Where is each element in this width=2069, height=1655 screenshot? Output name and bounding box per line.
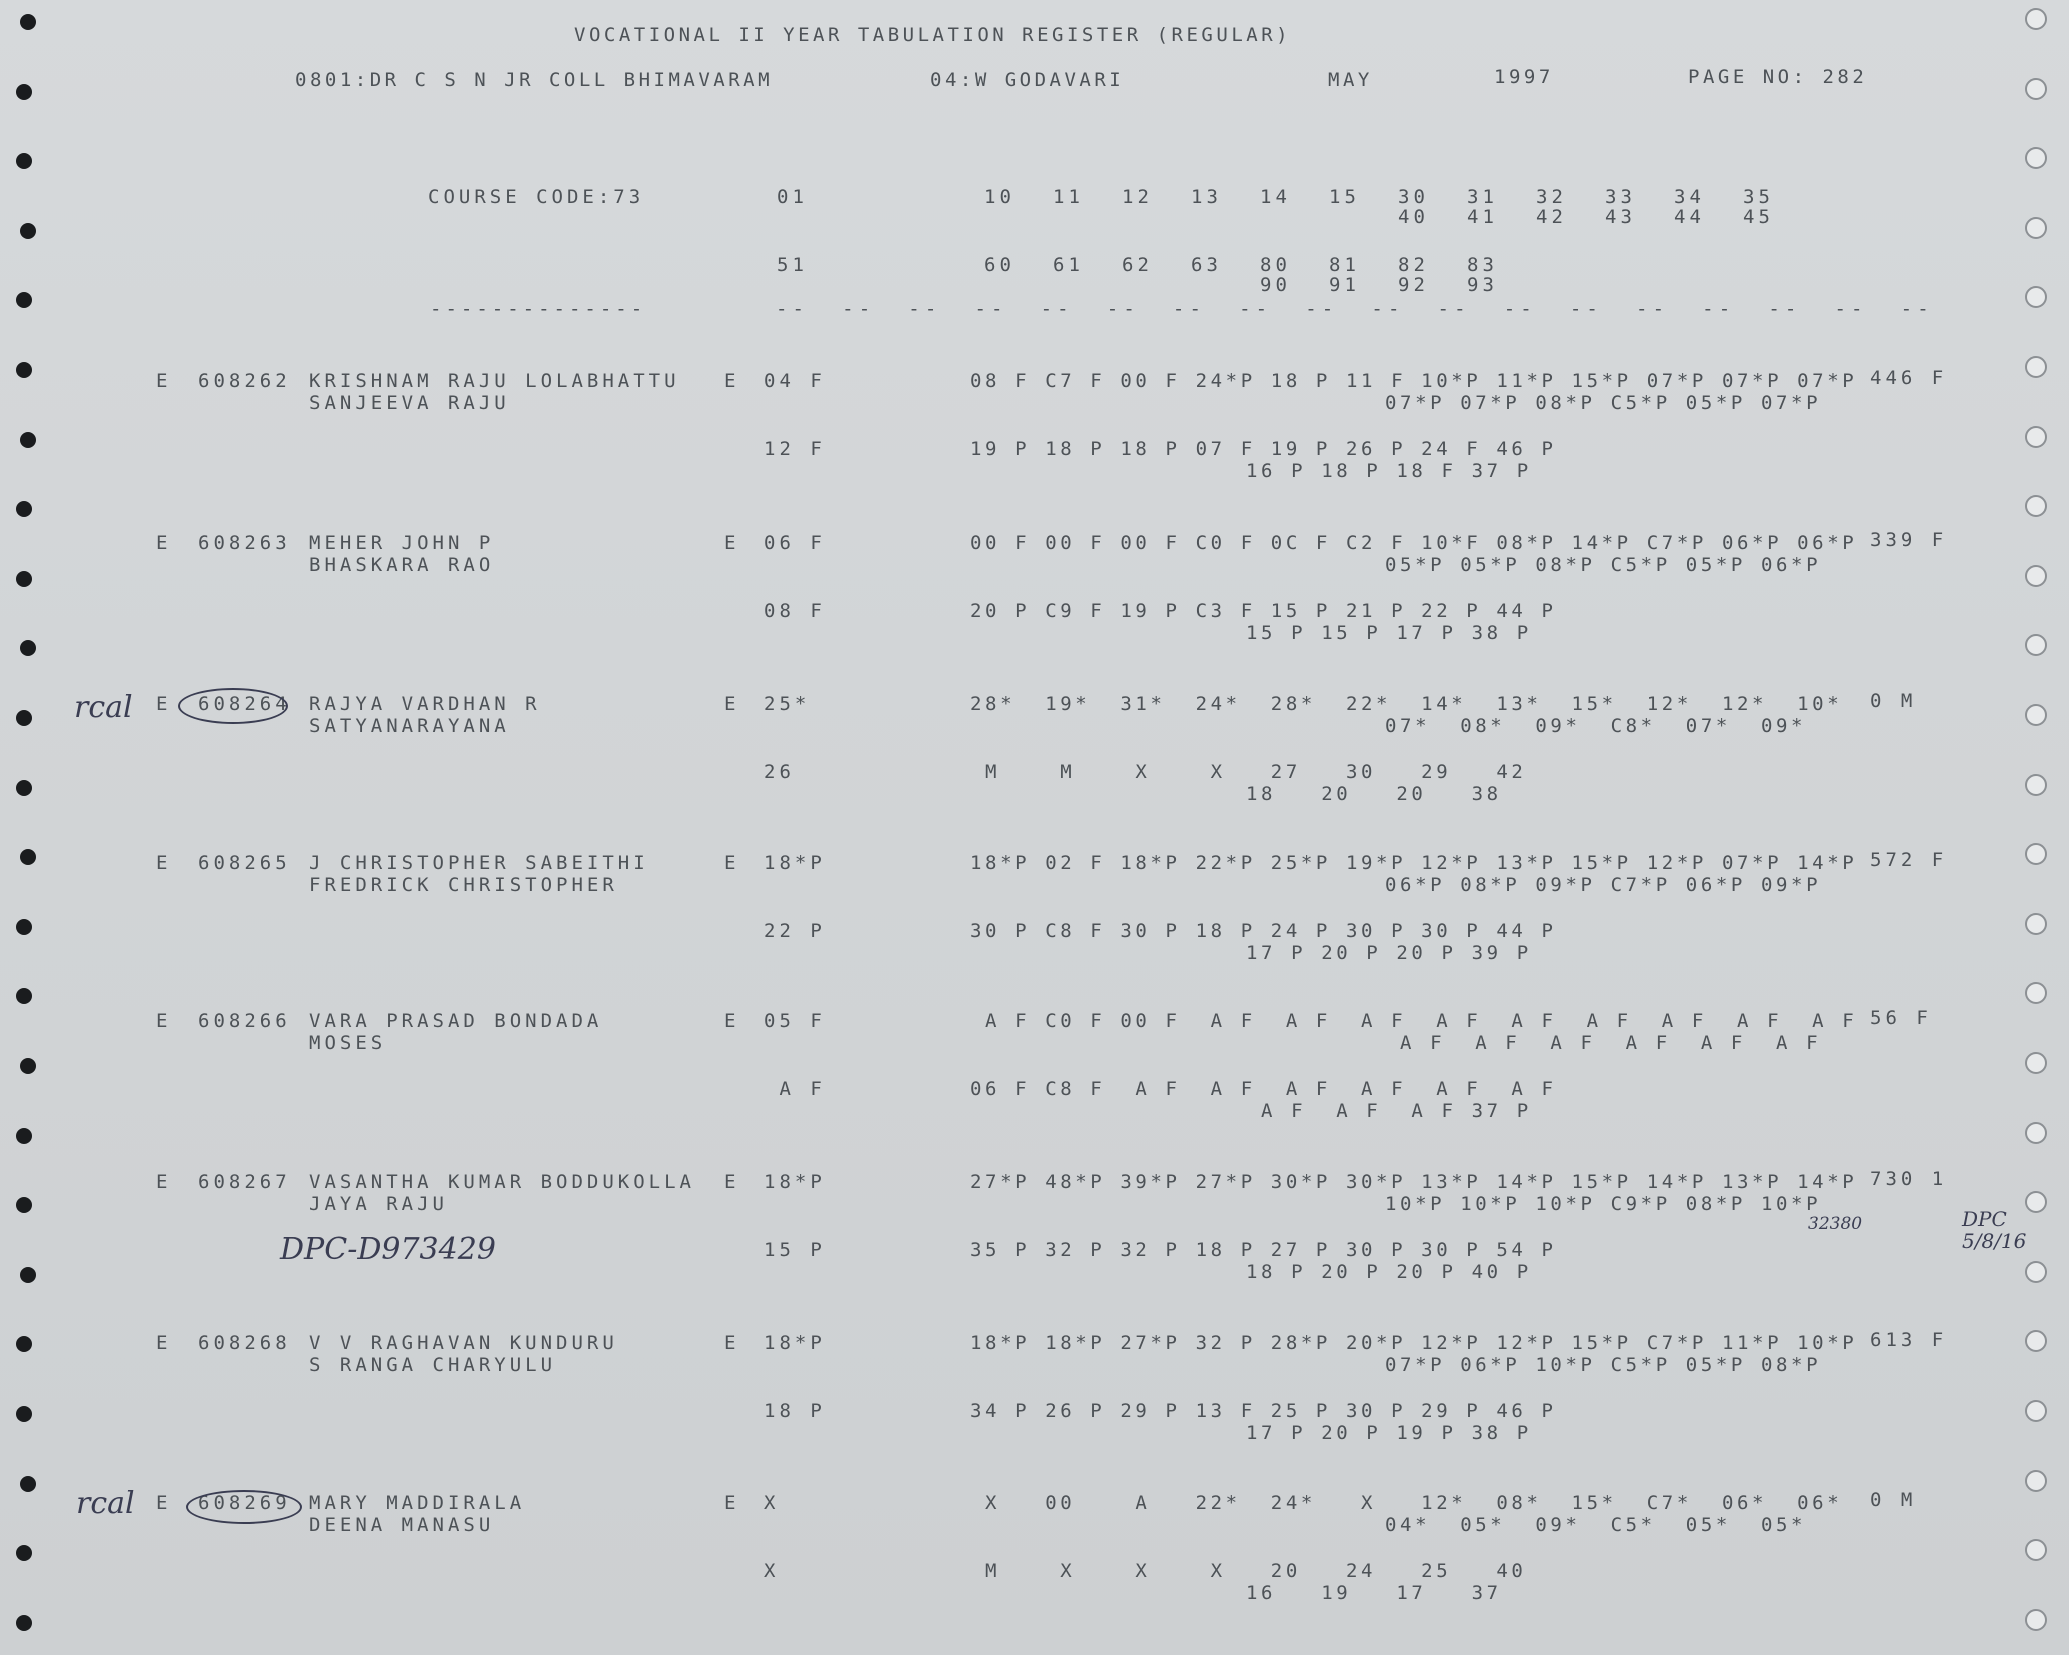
medium-code: E — [724, 1171, 740, 1193]
roll-circle-2 — [186, 1490, 302, 1524]
subject-code: 31 — [1467, 186, 1498, 208]
subject-code: 13 — [1191, 186, 1222, 208]
feed-hole — [2025, 217, 2047, 239]
marks-line-2: 20 P C9 F 19 P C3 F 15 P 21 P 22 P 44 P — [970, 600, 1557, 622]
record-category: E — [156, 1492, 172, 1514]
feed-hole — [20, 1476, 36, 1492]
feed-hole — [16, 780, 32, 796]
total-marks: 339 F — [1870, 529, 1948, 551]
right-tractor-strip — [1999, 0, 2069, 1655]
feed-hole — [2025, 8, 2047, 30]
feed-hole — [2025, 565, 2047, 587]
roll-circle-1 — [178, 688, 288, 724]
handwritten-signature: DPC 5/8/16 — [1962, 1207, 2027, 1253]
medium-code: E — [724, 693, 740, 715]
feed-hole — [2025, 1470, 2047, 1492]
marks-line-2b: 16 P 18 P 18 F 37 P — [1246, 460, 1532, 482]
subject-code: 81 — [1329, 254, 1360, 276]
feed-hole — [2025, 843, 2047, 865]
feed-hole — [16, 292, 32, 308]
mark-first-line-1: 18*P — [764, 1171, 826, 1193]
marks-line-2: M M X X 27 30 29 42 — [970, 761, 1527, 783]
record-category: E — [156, 1171, 172, 1193]
parent-name: SANJEEVA RAJU — [309, 392, 510, 414]
subject-code: 41 — [1467, 206, 1498, 228]
exam-year: 1997 — [1494, 66, 1554, 88]
subject-code: 82 — [1398, 254, 1429, 276]
student-name: RAJYA VARDHAN R — [309, 693, 541, 715]
mark-first-line-2: A F — [764, 1078, 826, 1100]
feed-hole — [20, 432, 36, 448]
subject-code: 43 — [1605, 206, 1636, 228]
subject-code: 12 — [1122, 186, 1153, 208]
record-category: E — [156, 1010, 172, 1032]
mark-first-line-2: 18 P — [764, 1400, 826, 1422]
feed-hole — [16, 571, 32, 587]
district-name: 04:W GODAVARI — [930, 69, 1125, 91]
medium-code: E — [724, 532, 740, 554]
roll-number: 608269 — [198, 1492, 291, 1514]
medium-code: E — [724, 1492, 740, 1514]
exam-month: MAY — [1328, 69, 1373, 91]
parent-name: BHASKARA RAO — [309, 554, 495, 576]
subject-code: 14 — [1260, 186, 1291, 208]
feed-hole — [2025, 495, 2047, 517]
feed-hole — [2025, 147, 2047, 169]
subject-code: 92 — [1398, 274, 1429, 296]
mark-first-line-1: 05 F — [764, 1010, 826, 1032]
marks-line-1b: 07*P 07*P 08*P C5*P 05*P 07*P — [1385, 392, 1822, 414]
subject-code: 01 — [777, 186, 808, 208]
feed-hole — [16, 988, 32, 1004]
subject-code: 91 — [1329, 274, 1360, 296]
student-name: J CHRISTOPHER SABEITHI — [309, 852, 649, 874]
feed-hole — [2025, 1261, 2047, 1283]
feed-hole — [20, 14, 36, 30]
subject-code: 42 — [1536, 206, 1567, 228]
student-name: KRISHNAM RAJU LOLABHATTU — [309, 370, 680, 392]
total-marks: 56 F — [1870, 1007, 1932, 1029]
dash-rule-label: -------------- — [430, 298, 647, 320]
feed-hole — [2025, 982, 2047, 1004]
feed-hole — [16, 501, 32, 517]
subject-code: 93 — [1467, 274, 1498, 296]
medium-code: E — [724, 370, 740, 392]
feed-hole — [2025, 286, 2047, 308]
feed-hole — [2025, 913, 2047, 935]
student-name: V V RAGHAVAN KUNDURU — [309, 1332, 618, 1354]
marks-line-1: 27*P 48*P 39*P 27*P 30*P 30*P 13*P 14*P 15*P 14*P 13*P 14*P — [970, 1171, 1858, 1193]
subject-code: 40 — [1398, 206, 1429, 228]
total-marks: 613 F — [1870, 1329, 1948, 1351]
marks-line-1: 18*P 18*P 27*P 32 P 28*P 20*P 12*P 12*P 15*P C7*P 11*P 10*P — [970, 1332, 1858, 1354]
parent-name: FREDRICK CHRISTOPHER — [309, 874, 618, 896]
parent-name: MOSES — [309, 1032, 387, 1054]
feed-hole — [16, 362, 32, 378]
feed-hole — [16, 1615, 32, 1631]
college-name: 0801:DR C S N JR COLL BHIMAVARAM — [295, 69, 774, 91]
dash-rule-columns: -- -- -- -- -- -- -- -- -- -- -- -- -- -- -- -- -- -- — [776, 298, 1934, 320]
feed-hole — [20, 223, 36, 239]
subject-code: 44 — [1674, 206, 1705, 228]
mark-first-line-2: 22 P — [764, 920, 826, 942]
medium-code: E — [724, 1010, 740, 1032]
marks-line-1b: 07*P 06*P 10*P C5*P 05*P 08*P — [1385, 1354, 1822, 1376]
subject-code: 83 — [1467, 254, 1498, 276]
roll-number: 608263 — [198, 532, 291, 554]
marks-line-1: X 00 A 22* 24* X 12* 08* 15* C7* 06* 06* — [970, 1492, 1843, 1514]
roll-number: 608264 — [198, 693, 291, 715]
feed-hole — [2025, 78, 2047, 100]
subject-code: 61 — [1053, 254, 1084, 276]
handwritten-dpc-number: DPC-D973429 — [280, 1232, 496, 1267]
mark-first-line-2: 26 — [764, 761, 795, 783]
subject-code: 15 — [1329, 186, 1360, 208]
record-category: E — [156, 532, 172, 554]
marks-line-1: 28* 19* 31* 24* 28* 22* 14* 13* 15* 12* 12* 10* — [970, 693, 1843, 715]
marks-line-2b: 18 20 20 38 — [1246, 783, 1502, 805]
mark-first-line-1: 18*P — [764, 1332, 826, 1354]
mark-first-line-1: 04 F — [764, 370, 826, 392]
subject-code: 45 — [1743, 206, 1774, 228]
feed-hole — [2025, 426, 2047, 448]
record-category: E — [156, 852, 172, 874]
mark-first-line-1: X — [764, 1492, 780, 1514]
marks-line-2b: 15 P 15 P 17 P 38 P — [1246, 622, 1532, 644]
subject-code: 90 — [1260, 274, 1291, 296]
subject-code: 11 — [1053, 186, 1084, 208]
mark-first-line-2: 15 P — [764, 1239, 826, 1261]
subject-code: 51 — [777, 254, 808, 276]
feed-hole — [16, 1336, 32, 1352]
marks-line-1: 08 F C7 F 00 F 24*P 18 P 11 F 10*P 11*P 15*P 07*P 07*P 07*P — [970, 370, 1858, 392]
marks-line-1: 18*P 02 F 18*P 22*P 25*P 19*P 12*P 13*P 15*P 12*P 07*P 14*P — [970, 852, 1858, 874]
total-marks: 572 F — [1870, 849, 1948, 871]
register-title: VOCATIONAL II YEAR TABULATION REGISTER (REGULAR) — [574, 24, 1292, 46]
feed-hole — [2025, 1539, 2047, 1561]
mark-first-line-2: 08 F — [764, 600, 826, 622]
feed-hole — [2025, 1052, 2047, 1074]
feed-hole — [16, 1197, 32, 1213]
left-tractor-strip — [0, 0, 60, 1655]
total-marks: 446 F — [1870, 367, 1948, 389]
subject-code: 32 — [1536, 186, 1567, 208]
marks-line-2b: A F A F A F 37 P — [1246, 1100, 1532, 1122]
subject-code: 10 — [984, 186, 1015, 208]
marks-line-2: 06 F C8 F A F A F A F A F A F A F — [970, 1078, 1557, 1100]
roll-number: 608265 — [198, 852, 291, 874]
roll-number: 608267 — [198, 1171, 291, 1193]
marks-line-1b: 05*P 05*P 08*P C5*P 05*P 06*P — [1385, 554, 1822, 576]
marks-line-1b: 07* 08* 09* C8* 07* 09* — [1385, 715, 1807, 737]
subject-code: 63 — [1191, 254, 1222, 276]
marks-line-1: 00 F 00 F 00 F C0 F 0C F C2 F 10*F 08*P 14*P C7*P 06*P 06*P — [970, 532, 1858, 554]
feed-hole — [20, 1267, 36, 1283]
student-name: VARA PRASAD BONDADA — [309, 1010, 603, 1032]
subject-code: 30 — [1398, 186, 1429, 208]
record-category: E — [156, 370, 172, 392]
marks-line-2b: 16 19 17 37 — [1246, 1582, 1502, 1604]
feed-hole — [16, 919, 32, 935]
feed-hole — [16, 710, 32, 726]
course-code: COURSE CODE:73 — [428, 186, 645, 208]
marks-line-2b: 17 P 20 P 19 P 38 P — [1246, 1422, 1532, 1444]
feed-hole — [2025, 356, 2047, 378]
subject-code: 80 — [1260, 254, 1291, 276]
student-name: VASANTHA KUMAR BODDUKOLLA — [309, 1171, 695, 1193]
feed-hole — [2025, 1122, 2047, 1144]
feed-hole — [2025, 1609, 2047, 1631]
mark-first-line-1: 25* — [764, 693, 811, 715]
marks-line-1b: 06*P 08*P 09*P C7*P 06*P 09*P — [1385, 874, 1822, 896]
marks-line-2: 19 P 18 P 18 P 07 F 19 P 26 P 24 F 46 P — [970, 438, 1557, 460]
feed-hole — [20, 849, 36, 865]
total-marks: 730 1 — [1870, 1168, 1948, 1190]
feed-hole — [2025, 1400, 2047, 1422]
marks-line-1b: A F A F A F A F A F A F — [1385, 1032, 1822, 1054]
feed-hole — [2025, 634, 2047, 656]
subject-code: 33 — [1605, 186, 1636, 208]
record-category: E — [156, 1332, 172, 1354]
marks-line-2b: 18 P 20 P 20 P 40 P — [1246, 1261, 1532, 1283]
medium-code: E — [724, 852, 740, 874]
handwritten-mark-1: rcal — [74, 690, 133, 725]
page-number: PAGE NO: 282 — [1688, 66, 1868, 88]
mark-first-line-1: 18*P — [764, 852, 826, 874]
feed-hole — [2025, 1330, 2047, 1352]
total-marks: 0 M — [1870, 1489, 1917, 1511]
feed-hole — [2025, 774, 2047, 796]
parent-name: JAYA RAJU — [309, 1193, 448, 1215]
feed-hole — [20, 640, 36, 656]
feed-hole — [16, 1545, 32, 1561]
feed-hole — [16, 153, 32, 169]
student-name: MARY MADDIRALA — [309, 1492, 526, 1514]
record-category: E — [156, 693, 172, 715]
subject-code: 62 — [1122, 254, 1153, 276]
total-marks: 0 M — [1870, 690, 1917, 712]
feed-hole — [16, 1406, 32, 1422]
mark-first-line-2: 12 F — [764, 438, 826, 460]
student-name: MEHER JOHN P — [309, 532, 495, 554]
marks-line-2: 34 P 26 P 29 P 13 F 25 P 30 P 29 P 46 P — [970, 1400, 1557, 1422]
marks-line-2b: 17 P 20 P 20 P 39 P — [1246, 942, 1532, 964]
roll-number: 608268 — [198, 1332, 291, 1354]
feed-hole — [16, 1128, 32, 1144]
marks-line-2: 35 P 32 P 32 P 18 P 27 P 30 P 30 P 54 P — [970, 1239, 1557, 1261]
marks-line-1b: 04* 05* 09* C5* 05* 05* — [1385, 1514, 1807, 1536]
handwritten-side-number: 32380 — [1808, 1214, 1863, 1234]
medium-code: E — [724, 1332, 740, 1354]
feed-hole — [2025, 704, 2047, 726]
mark-first-line-2: X — [764, 1560, 780, 1582]
marks-line-1: A F C0 F 00 F A F A F A F A F A F A F A F A F A F — [970, 1010, 1858, 1032]
feed-hole — [16, 84, 32, 100]
parent-name: S RANGA CHARYULU — [309, 1354, 557, 1376]
subject-code: 35 — [1743, 186, 1774, 208]
marks-line-2: M X X X 20 24 25 40 — [970, 1560, 1527, 1582]
roll-number: 608266 — [198, 1010, 291, 1032]
marks-line-2: 30 P C8 F 30 P 18 P 24 P 30 P 30 P 44 P — [970, 920, 1557, 942]
feed-hole — [20, 1058, 36, 1074]
parent-name: DEENA MANASU — [309, 1514, 495, 1536]
subject-code: 34 — [1674, 186, 1705, 208]
handwritten-mark-2: rcal — [76, 1486, 135, 1521]
parent-name: SATYANARAYANA — [309, 715, 510, 737]
mark-first-line-1: 06 F — [764, 532, 826, 554]
marks-line-1b: 10*P 10*P 10*P C9*P 08*P 10*P — [1385, 1193, 1822, 1215]
subject-code: 60 — [984, 254, 1015, 276]
roll-number: 608262 — [198, 370, 291, 392]
